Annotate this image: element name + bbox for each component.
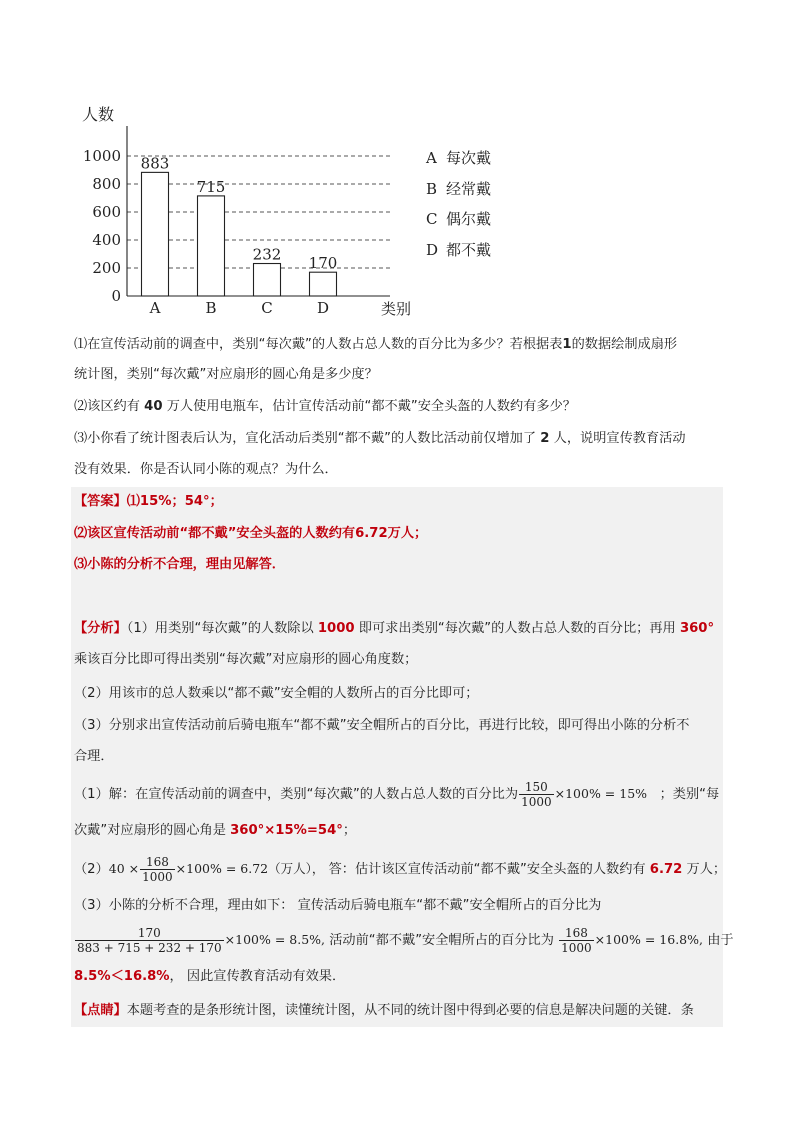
x-tick-label-A: A [149, 299, 161, 317]
answer-line-2: ⑵该区宣传活动前“都不戴”安全头盔的人数约有6.72万人； [74, 526, 428, 541]
question-3-line-1: ⑶小你看了统计图表后认为，宣化活动后类别“都不戴”的人数比活动前仅增加了 2 人，说明宣传教育活动 [74, 431, 686, 446]
y-tick-label: 1000 [82, 147, 121, 165]
solution-2: （2）40 × $\frac{168}{1000}$ ×100% = 6.72（万人）， 答：估计该区宣传活动前“都不戴”安全头盔的人数约有 6.72 万人； [74, 854, 727, 884]
bar-D [310, 272, 337, 296]
x-tick-label-C: C [261, 299, 273, 317]
question-2: ⑵该区约有 40 万人使用电瓶车，估计宣传活动前“都不戴”安全头盔的人数约有多少？ [74, 399, 576, 414]
legend-item [426, 240, 491, 271]
solution-3-line-3: 8.5%＜16.8%， 因此宣传教育活动有效果． [74, 969, 346, 984]
legend-label: 偶尔戴 [446, 210, 492, 229]
x-axis-label: 类别 [381, 300, 412, 318]
fraction: $\frac{168}{1000}$ [561, 925, 592, 955]
solution-3-line-2: $\frac{170}{883 + 715 + 232 + 170}$ ×100% = 8.5%, 活动前“都不戴”安全帽所占的百分比为 $\frac{168}{1000}$ ×100% = 16.8%, 由于 [77, 925, 734, 955]
analysis-line-3: （2）用该市的总人数乘以“都不戴”安全帽的人数所占的百分比即可； [74, 686, 479, 701]
chart-bars [141, 154, 338, 317]
question-3-line-2: 没有效果．你是否认同小陈的观点？为什么． [74, 462, 338, 477]
solution-1-line-2: 次戴”对应扇形的圆心角是 360°×15%=54°； [74, 823, 357, 838]
data-label-C: 232 [252, 245, 282, 264]
answer-line-1: 【答案】⑴15%；54°； [74, 494, 223, 509]
analysis-line-5: 合理． [74, 749, 114, 764]
y-axis-ticks [83, 147, 121, 305]
x-tick-label-B: B [205, 299, 217, 317]
y-tick-label: 800 [92, 175, 121, 193]
solution-1-line-1: （1）解：在宣传活动前的调查中，类别“每次戴”的人数占总人数的百分比为 $\frac{150}{1000}$ ×100% = 15% ；类别“每 [74, 779, 720, 809]
x-tick-label-D: D [316, 299, 330, 317]
legend-label: 经常戴 [446, 179, 492, 198]
legend-key: A [426, 149, 437, 167]
analysis-line-2: 乘该百分比即可得出类别“每次戴”对应扇形的圆心角度数； [74, 652, 418, 667]
comment-line: 【点睛】本题考查的是条形统计图，读懂统计图，从不同的统计图中得到必要的信息是解决问题的关键．条 [74, 1003, 694, 1018]
legend-item [426, 209, 491, 240]
y-tick-label: 600 [92, 203, 121, 221]
chart-legend [426, 148, 491, 270]
legend-label: 每次戴 [446, 149, 492, 167]
fraction: $\frac{168}{1000}$ [142, 854, 173, 884]
analysis-line-1: 【分析】（1）用类别“每次戴”的人数除以 1000 即可求出类别“每次戴”的人数占总人数的百分比；再用 360° [74, 621, 715, 636]
data-label-D: 170 [308, 254, 338, 273]
bar-B [198, 196, 225, 296]
y-tick-label: 400 [92, 231, 121, 249]
data-label-B: 715 [196, 177, 226, 196]
y-axis-label: 人数 [82, 105, 115, 124]
analysis-line-4: （3）分别求出宣传活动前后骑电瓶车“都不戴”安全帽所占的百分比，再进行比较，即可得出小陈的分析不 [74, 718, 690, 733]
question-1-line-2: 统计图，类别“每次戴”对应扇形的圆心角是多少度？ [74, 367, 378, 382]
question-1-line-1: ⑴在宣传活动前的调查中，类别“每次戴”的人数占总人数的百分比为多少？若根据表1的数据绘制成扇形 [74, 337, 678, 352]
bar-C [254, 264, 281, 296]
legend-key: B [426, 179, 438, 198]
fraction: $\frac{150}{1000}$ [521, 779, 552, 809]
fraction: $\frac{170}{883 + 715 + 232 + 170}$ [77, 925, 222, 955]
legend-key: D [426, 240, 439, 259]
solution-3-line-1: （3）小陈的分析不合理，理由如下： 宣传活动后骑电瓶车“都不戴”安全帽所占的百分比为 [74, 898, 602, 913]
legend-label: 都不戴 [446, 240, 492, 259]
bar-A [142, 172, 169, 296]
y-tick-label: 0 [111, 287, 121, 305]
legend-item [426, 148, 491, 179]
y-tick-label: 200 [92, 259, 121, 277]
legend-item [426, 179, 491, 210]
data-label-A: 883 [140, 154, 170, 173]
answer-line-3: ⑶小陈的分析不合理，理由见解答． [74, 557, 285, 572]
legend-key: C [426, 210, 438, 229]
